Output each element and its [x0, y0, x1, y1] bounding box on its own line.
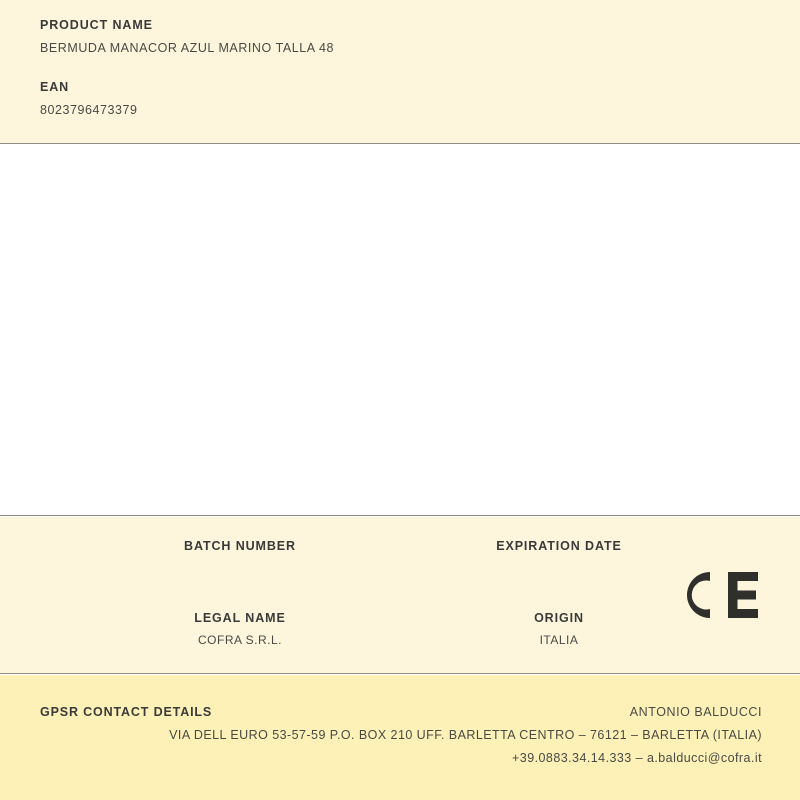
expiration-date-label: EXPIRATION DATE — [496, 539, 622, 553]
gpsr-address: VIA DELL EURO 53-57-59 P.O. BOX 210 UFF. BARLETTA CENTRO – 76121 – BARLETTA (ITALIA) — [169, 728, 762, 742]
origin-value: ITALIA — [539, 633, 579, 647]
gpsr-company-name: ANTONIO BALDUCCI — [629, 705, 762, 719]
ean-label: EAN — [40, 80, 70, 94]
origin-label: ORIGIN — [534, 611, 584, 625]
gpsr-header-row — [40, 705, 762, 719]
gpsr-contact-label: GPSR CONTACT DETAILS — [40, 705, 213, 719]
legal-name-value: COFRA S.R.L. — [197, 633, 283, 647]
info-grid — [0, 517, 800, 674]
origin-cell — [449, 611, 669, 647]
gpsr-footer — [0, 675, 800, 800]
batch-number-label: BATCH NUMBER — [184, 539, 296, 553]
product-name-field — [40, 18, 760, 55]
expiration-date-cell — [449, 539, 669, 575]
batch-number-cell — [130, 539, 350, 575]
expiration-date-value — [449, 561, 669, 575]
product-name-value: BERMUDA MANACOR AZUL MARINO TALLA 48 — [40, 41, 334, 55]
legal-name-cell — [130, 611, 350, 647]
product-info-section — [0, 0, 800, 144]
ean-value: 8023796473379 — [40, 103, 138, 117]
product-name-label: PRODUCT NAME — [40, 18, 153, 32]
gpsr-contact-info: +39.0883.34.14.333 – a.balducci@cofra.it — [512, 751, 762, 765]
blank-content-area — [0, 145, 800, 516]
legal-name-label: LEGAL NAME — [194, 611, 286, 625]
batch-number-value — [130, 561, 350, 575]
manufacturing-info-section — [0, 517, 800, 674]
ce-marking-icon — [684, 568, 764, 622]
ean-field — [40, 80, 760, 117]
